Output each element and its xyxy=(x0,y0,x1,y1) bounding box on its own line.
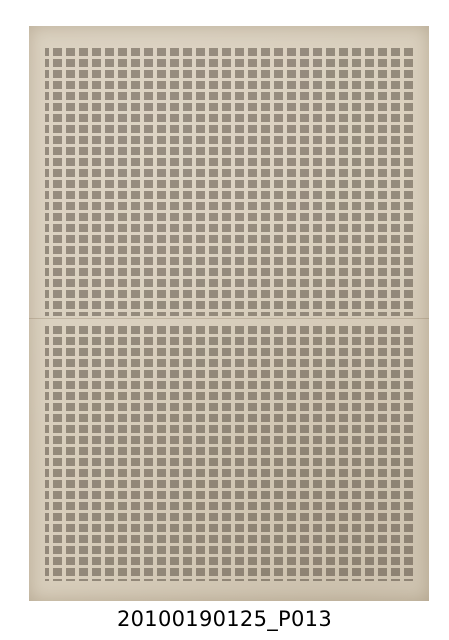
text-block-lower xyxy=(45,326,413,581)
vertical-text-columns xyxy=(45,326,413,581)
page-fold-line xyxy=(29,318,429,319)
text-block-upper xyxy=(45,48,413,316)
vertical-text-columns xyxy=(45,48,413,316)
image-caption-id: 20100190125_P013 xyxy=(116,607,332,631)
paper-scan xyxy=(29,26,429,601)
